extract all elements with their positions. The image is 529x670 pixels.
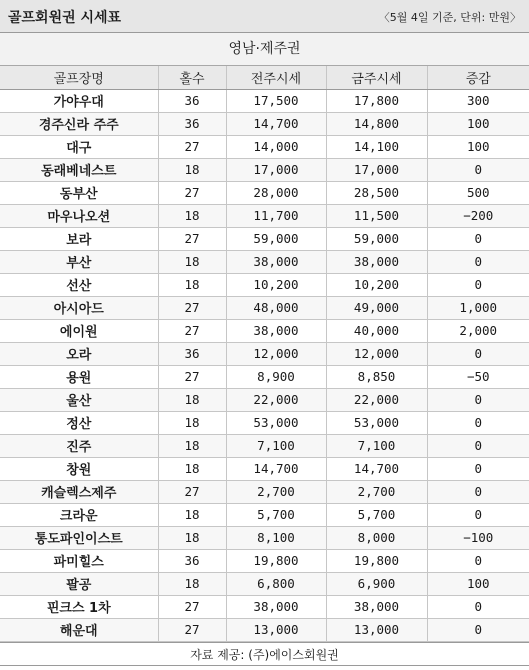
table-row [0,296,529,319]
table-row [0,549,529,572]
last-week-price-cell: 38,000 [226,319,326,342]
holes-cell: 18 [158,273,226,296]
course-name-cell: 가야우대 [0,89,158,112]
last-week-price-cell: 13,000 [226,618,326,641]
holes-cell: 18 [158,204,226,227]
change-cell: 0 [427,618,529,641]
holes-cell: 18 [158,411,226,434]
course-name-cell: 오라 [0,342,158,365]
this-week-price-cell: 17,800 [326,89,427,112]
table-row [0,526,529,549]
change-cell: 100 [427,112,529,135]
change-cell: 0 [427,388,529,411]
holes-cell: 36 [158,342,226,365]
change-cell: 0 [427,595,529,618]
holes-cell: 27 [158,296,226,319]
table-row [0,411,529,434]
holes-cell: 27 [158,319,226,342]
holes-cell: 18 [158,572,226,595]
table-row [0,204,529,227]
course-name-cell: 마우나오션 [0,204,158,227]
holes-cell: 27 [158,365,226,388]
this-week-price-cell: 6,900 [326,572,427,595]
this-week-price-cell: 7,100 [326,434,427,457]
change-cell: 0 [427,342,529,365]
table-row [0,365,529,388]
course-name-cell: 울산 [0,388,158,411]
course-name-cell: 캐슬렉스제주 [0,480,158,503]
holes-cell: 27 [158,480,226,503]
holes-cell: 18 [158,434,226,457]
holes-cell: 27 [158,595,226,618]
course-name-cell: 부산 [0,250,158,273]
last-week-price-cell: 17,000 [226,158,326,181]
this-week-price-cell: 59,000 [326,227,427,250]
last-week-price-cell: 14,700 [226,457,326,480]
change-cell: 0 [427,503,529,526]
table-row [0,158,529,181]
column-header-name: 골프장명 [0,66,158,89]
change-cell: 0 [427,549,529,572]
course-name-cell: 핀크스 1차 [0,595,158,618]
this-week-price-cell: 38,000 [326,595,427,618]
course-name-cell: 창원 [0,457,158,480]
column-header-last-week: 전주시세 [226,66,326,89]
table-body [0,89,529,641]
change-cell: 100 [427,135,529,158]
this-week-price-cell: 12,000 [326,342,427,365]
change-cell: 0 [427,227,529,250]
last-week-price-cell: 12,000 [226,342,326,365]
table-row [0,457,529,480]
this-week-price-cell: 17,000 [326,158,427,181]
this-week-price-cell: 2,700 [326,480,427,503]
course-name-cell: 통도파인이스트 [0,526,158,549]
last-week-price-cell: 14,700 [226,112,326,135]
last-week-price-cell: 8,100 [226,526,326,549]
change-cell: 0 [427,434,529,457]
course-name-cell: 팔공 [0,572,158,595]
course-name-cell: 선산 [0,273,158,296]
holes-cell: 18 [158,158,226,181]
table-row [0,434,529,457]
table-row [0,250,529,273]
holes-cell: 27 [158,181,226,204]
change-cell: 1,000 [427,296,529,319]
this-week-price-cell: 5,700 [326,503,427,526]
page-title: 골프회원권 시세표 [8,10,122,26]
last-week-price-cell: 5,700 [226,503,326,526]
last-week-price-cell: 14,000 [226,135,326,158]
table-row [0,480,529,503]
table-row [0,89,529,112]
course-name-cell: 동부산 [0,181,158,204]
holes-cell: 36 [158,89,226,112]
course-name-cell: 대구 [0,135,158,158]
this-week-price-cell: 19,800 [326,549,427,572]
this-week-price-cell: 10,200 [326,273,427,296]
this-week-price-cell: 8,000 [326,526,427,549]
change-cell: 0 [427,411,529,434]
change-cell: 0 [427,457,529,480]
region-title: 영남·제주권 [0,33,529,66]
last-week-price-cell: 38,000 [226,250,326,273]
last-week-price-cell: 8,900 [226,365,326,388]
this-week-price-cell: 14,700 [326,457,427,480]
course-name-cell: 용원 [0,365,158,388]
column-header-change: 증감 [427,66,529,89]
last-week-price-cell: 28,000 [226,181,326,204]
page-header [0,0,529,33]
this-week-price-cell: 40,000 [326,319,427,342]
this-week-price-cell: 22,000 [326,388,427,411]
change-cell: −100 [427,526,529,549]
change-cell: 0 [427,158,529,181]
course-name-cell: 아시아드 [0,296,158,319]
holes-cell: 27 [158,618,226,641]
holes-cell: 18 [158,388,226,411]
course-name-cell: 정산 [0,411,158,434]
this-week-price-cell: 11,500 [326,204,427,227]
this-week-price-cell: 38,000 [326,250,427,273]
holes-cell: 27 [158,135,226,158]
this-week-price-cell: 8,850 [326,365,427,388]
change-cell: 0 [427,250,529,273]
column-header-this-week: 금주시세 [326,66,427,89]
table-row [0,227,529,250]
last-week-price-cell: 17,500 [226,89,326,112]
course-name-cell: 해운대 [0,618,158,641]
source-note: 자료 제공: (주)에이스회원권 [0,642,529,666]
course-name-cell: 파미힐스 [0,549,158,572]
last-week-price-cell: 10,200 [226,273,326,296]
table-row [0,319,529,342]
change-cell: −50 [427,365,529,388]
change-cell: −200 [427,204,529,227]
change-cell: 100 [427,572,529,595]
course-name-cell: 크라운 [0,503,158,526]
table-header-row [0,66,529,89]
table-row [0,503,529,526]
last-week-price-cell: 19,800 [226,549,326,572]
table-row [0,572,529,595]
last-week-price-cell: 38,000 [226,595,326,618]
change-cell: 300 [427,89,529,112]
table-row [0,388,529,411]
course-name-cell: 동래베네스트 [0,158,158,181]
column-header-holes: 홀수 [158,66,226,89]
this-week-price-cell: 28,500 [326,181,427,204]
last-week-price-cell: 2,700 [226,480,326,503]
holes-cell: 36 [158,549,226,572]
last-week-price-cell: 11,700 [226,204,326,227]
this-week-price-cell: 13,000 [326,618,427,641]
table-row [0,595,529,618]
last-week-price-cell: 22,000 [226,388,326,411]
change-cell: 500 [427,181,529,204]
last-week-price-cell: 53,000 [226,411,326,434]
this-week-price-cell: 14,100 [326,135,427,158]
this-week-price-cell: 53,000 [326,411,427,434]
last-week-price-cell: 48,000 [226,296,326,319]
holes-cell: 18 [158,457,226,480]
course-name-cell: 진주 [0,434,158,457]
holes-cell: 18 [158,503,226,526]
table-row [0,112,529,135]
table-row [0,342,529,365]
table-row [0,135,529,158]
change-cell: 0 [427,480,529,503]
course-name-cell: 보라 [0,227,158,250]
change-cell: 0 [427,273,529,296]
course-name-cell: 에이원 [0,319,158,342]
price-table [0,66,529,642]
holes-cell: 27 [158,227,226,250]
holes-cell: 36 [158,112,226,135]
table-row [0,181,529,204]
course-name-cell: 경주신라 주주 [0,112,158,135]
last-week-price-cell: 6,800 [226,572,326,595]
this-week-price-cell: 14,800 [326,112,427,135]
holes-cell: 18 [158,526,226,549]
last-week-price-cell: 59,000 [226,227,326,250]
holes-cell: 18 [158,250,226,273]
change-cell: 2,000 [427,319,529,342]
last-week-price-cell: 7,100 [226,434,326,457]
table-row [0,618,529,641]
table-row [0,273,529,296]
this-week-price-cell: 49,000 [326,296,427,319]
unit-note: 〈5월 4일 기준, 단위: 만원〉 [378,11,521,24]
